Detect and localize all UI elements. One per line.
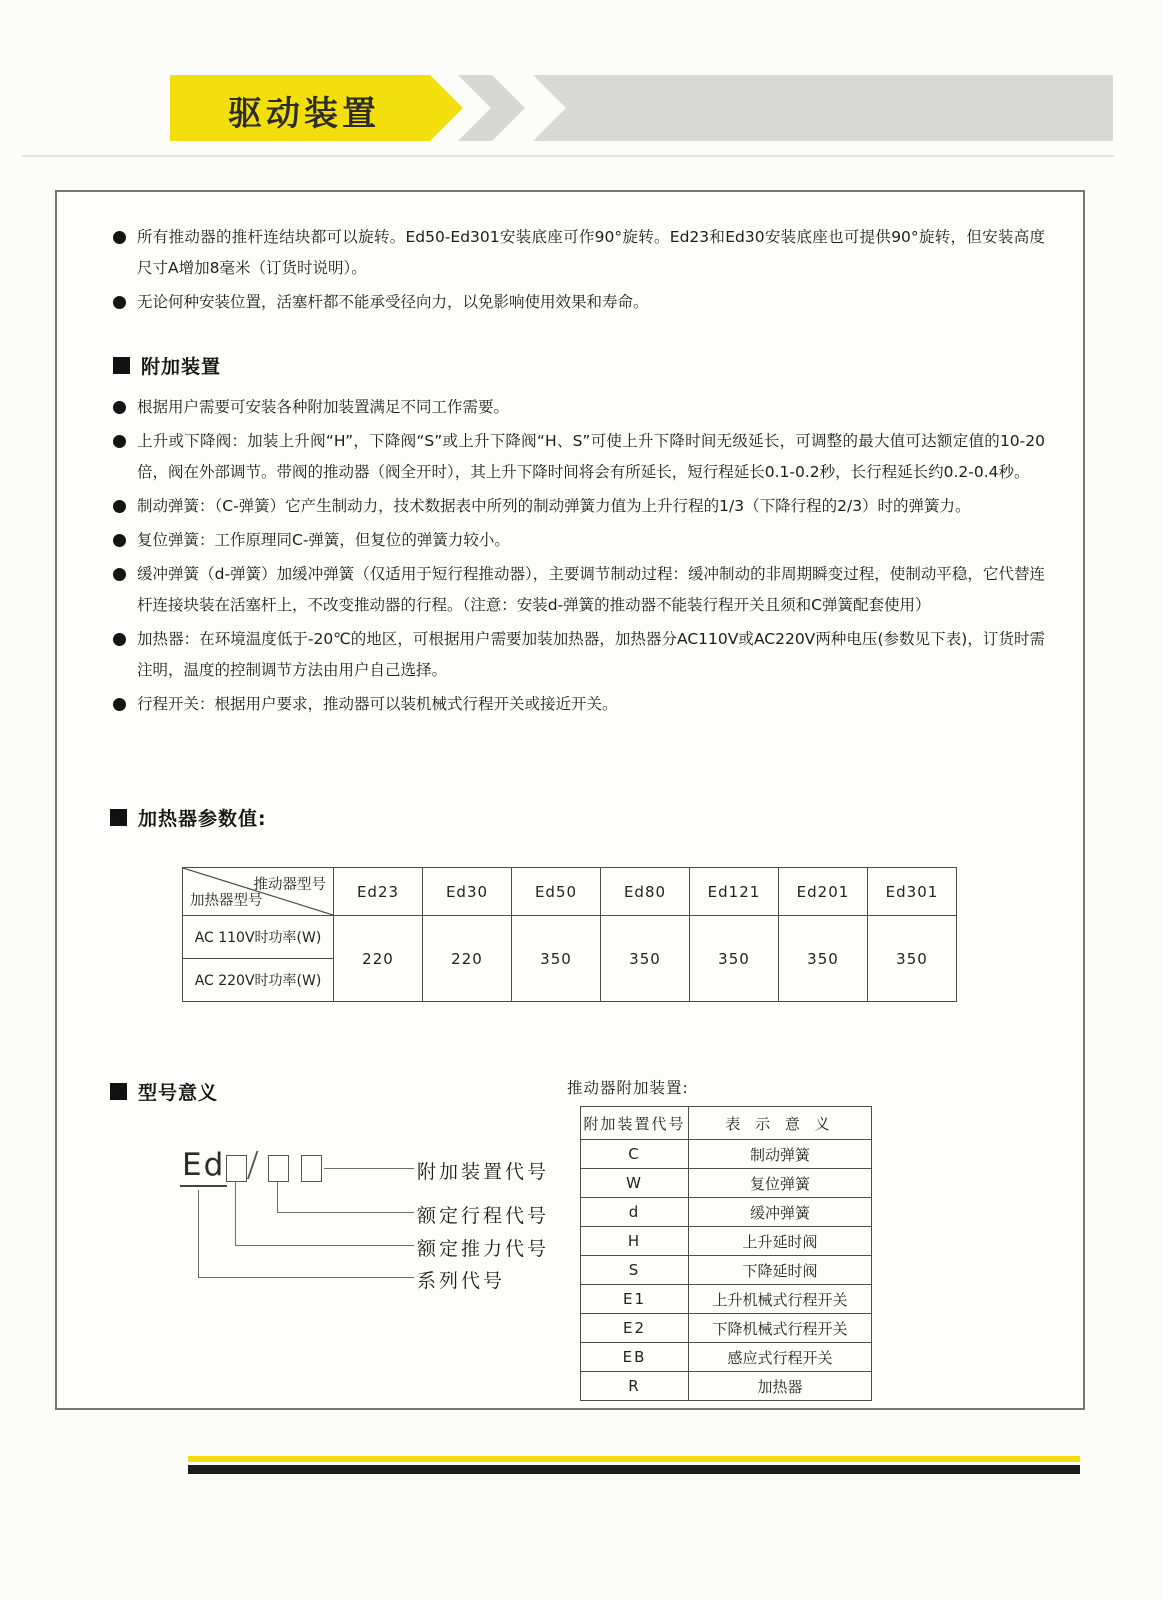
- diagram-label: 附加装置代号: [417, 1161, 550, 1183]
- bullet-icon: [113, 287, 137, 318]
- code-cell: d: [581, 1198, 689, 1227]
- bullet-text: 所有推动器的推杆连结块都可以旋转。Ed50-Ed301安装底座可作90°旋转。Ed23和Ed30安装底座也可提供90°旋转，但安装高度尺寸A增加8毫米（订货时说明）。: [137, 228, 1045, 277]
- section-header: [113, 352, 1045, 379]
- section-title: 型号意义: [138, 1082, 219, 1104]
- meaning-cell: 感应式行程开关: [689, 1343, 872, 1372]
- addons-section: [113, 352, 1045, 723]
- bullet-icon: [113, 222, 137, 284]
- table-row: [581, 1285, 872, 1314]
- bullet-icon: [113, 624, 137, 686]
- addon-codes-table: [580, 1106, 872, 1401]
- content-box: [55, 190, 1085, 1410]
- bullet-text: 复位弹簧：工作原理同C-弹簧，但复位的弹簧力较小。: [137, 531, 510, 549]
- table-row: [581, 1343, 872, 1372]
- banner-band: [533, 75, 1113, 141]
- table-header-row: [183, 868, 957, 916]
- table-row: [581, 1256, 872, 1285]
- meaning-cell: 上升机械式行程开关: [689, 1285, 872, 1314]
- list-item: [113, 426, 1045, 488]
- bullet-icon: [113, 525, 137, 556]
- table-cell: 350: [868, 916, 957, 1002]
- bullet-icon: [113, 559, 137, 621]
- column-header: Ed23: [334, 868, 423, 916]
- code-cell: C: [581, 1140, 689, 1169]
- table-cell: 350: [601, 916, 690, 1002]
- bullet-icon: [113, 491, 137, 522]
- model-code-diagram: [167, 1144, 597, 1294]
- row-label: AC 110V时功率(W): [183, 916, 334, 959]
- table-row: [581, 1198, 872, 1227]
- table-row: [581, 1372, 872, 1401]
- connector-line: [198, 1277, 414, 1278]
- bullet-text: 无论何种安装位置，活塞杆都不能承受径向力，以免影响使用效果和寿命。: [137, 293, 649, 311]
- heater-section-header: [110, 804, 267, 831]
- table-header-row: [581, 1107, 872, 1140]
- column-header: 附加装置代号: [581, 1107, 689, 1140]
- square-marker-icon: [113, 357, 130, 374]
- diagram-label: 系列代号: [417, 1270, 506, 1292]
- bullet-text: 制动弹簧：（C-弹簧）它产生制动力，技术数据表中所列的制动弹簧力值为上升行程的1/3（下降行程的2/3）时的弹簧力。: [137, 497, 971, 515]
- connector-line: [277, 1212, 414, 1213]
- code-cell: W: [581, 1169, 689, 1198]
- model-box-thrust: [226, 1155, 247, 1182]
- list-item: [113, 287, 1045, 318]
- table-cell: 220: [423, 916, 512, 1002]
- model-box-addon: [301, 1155, 322, 1182]
- meaning-cell: 复位弹簧: [689, 1169, 872, 1198]
- banner-chevron-icon: [458, 75, 525, 141]
- table-row: [581, 1227, 872, 1256]
- bullet-text: 行程开关：根据用户要求，推动器可以装机械式行程开关或接近开关。: [137, 695, 618, 713]
- table-row: [581, 1169, 872, 1198]
- diagonal-corner-cell: [183, 868, 334, 916]
- section-title: 加热器参数值:: [138, 808, 267, 830]
- square-marker-icon: [110, 809, 127, 826]
- connector-line: [324, 1168, 414, 1169]
- column-header: 表 示 意 义: [689, 1107, 872, 1140]
- model-section-header: [110, 1078, 218, 1105]
- bullet-text: 根据用户需要可安装各种附加装置满足不同工作需要。: [137, 398, 510, 416]
- bullet-icon: [113, 392, 137, 423]
- list-item: [113, 525, 1045, 556]
- heater-table: [182, 867, 957, 1002]
- meaning-cell: 加热器: [689, 1372, 872, 1401]
- connector-line: [235, 1182, 236, 1246]
- bullet-text: 上升或下降阀：加装上升阀“H”，下降阀“S”或上升下降阀“H、S”可使上升下降时间无级延长，可调整的最大值可达额定值的10-20倍，阀在外部调节。带阀的推动器（阀全开时），其上升下降时间将会有所延长，短行程延长0.1-0.2秒，长行程延长约0.2-0.4秒。: [137, 432, 1045, 481]
- table-cell: 350: [779, 916, 868, 1002]
- corner-label-top: 推动器型号: [253, 877, 326, 893]
- diagram-label: 额定推力代号: [417, 1238, 550, 1260]
- column-header: Ed301: [868, 868, 957, 916]
- list-item: [113, 222, 1045, 284]
- bullet-text: 缓冲弹簧（d-弹簧）加缓冲弹簧（仅适用于短行程推动器），主要调节制动过程：缓冲制动的非周期瞬变过程，使制动平稳，它代替连杆连接块装在活塞杆上，不改变推动器的行程。（注意：安装d-弹簧的推动器不能装行程开关且须和C弹簧配套使用）: [137, 565, 1045, 614]
- code-cell: E1: [581, 1285, 689, 1314]
- bullet-text: 加热器：在环境温度低于-20℃的地区，可根据用户需要加装加热器，加热器分AC110V或AC220V两种电压(参数见下表)，订货时需注明，温度的控制调节方法由用户自己选择。: [137, 630, 1045, 679]
- meaning-cell: 缓冲弹簧: [689, 1198, 872, 1227]
- list-item: [113, 689, 1045, 720]
- addon-codes-title: 推动器附加装置:: [567, 1079, 689, 1097]
- connector-line: [277, 1182, 278, 1213]
- meaning-cell: 下降机械式行程开关: [689, 1314, 872, 1343]
- list-item: [113, 559, 1045, 621]
- list-item: [113, 491, 1045, 522]
- column-header: Ed50: [512, 868, 601, 916]
- table-row: [183, 916, 957, 959]
- page-title: 驱动装置: [228, 94, 380, 134]
- row-label: AC 220V时功率(W): [183, 959, 334, 1002]
- addons-bullet-list: [113, 392, 1045, 720]
- connector-line: [198, 1190, 199, 1278]
- diagram-label: 额定行程代号: [417, 1205, 550, 1227]
- column-header: Ed121: [690, 868, 779, 916]
- model-prefix: Ed: [180, 1147, 227, 1187]
- corner-label-bottom: 加热器型号: [190, 893, 263, 909]
- footer-black-bar: [188, 1465, 1080, 1474]
- section-title: 附加装置: [141, 356, 222, 378]
- code-cell: E2: [581, 1314, 689, 1343]
- table-cell: 350: [512, 916, 601, 1002]
- table-row: [581, 1140, 872, 1169]
- code-cell: S: [581, 1256, 689, 1285]
- meaning-cell: 下降延时阀: [689, 1256, 872, 1285]
- list-item: [113, 392, 1045, 423]
- square-marker-icon: [110, 1083, 127, 1100]
- code-cell: EB: [581, 1343, 689, 1372]
- banner-underline: [22, 155, 1114, 157]
- model-box-stroke: [268, 1155, 289, 1182]
- table-cell: 220: [334, 916, 423, 1002]
- column-header: Ed201: [779, 868, 868, 916]
- table-cell: 350: [690, 916, 779, 1002]
- code-cell: H: [581, 1227, 689, 1256]
- meaning-cell: 上升延时阀: [689, 1227, 872, 1256]
- intro-bullet-list: [113, 222, 1045, 321]
- table-row: [581, 1314, 872, 1343]
- banner-graphic: [0, 70, 1163, 160]
- code-cell: R: [581, 1372, 689, 1401]
- bullet-icon: [113, 426, 137, 488]
- footer-yellow-bar: [188, 1456, 1080, 1462]
- column-header: Ed30: [423, 868, 512, 916]
- bullet-icon: [113, 689, 137, 720]
- connector-line: [235, 1245, 414, 1246]
- column-header: Ed80: [601, 868, 690, 916]
- list-item: [113, 624, 1045, 686]
- meaning-cell: 制动弹簧: [689, 1140, 872, 1169]
- slash-separator: /: [246, 1145, 260, 1185]
